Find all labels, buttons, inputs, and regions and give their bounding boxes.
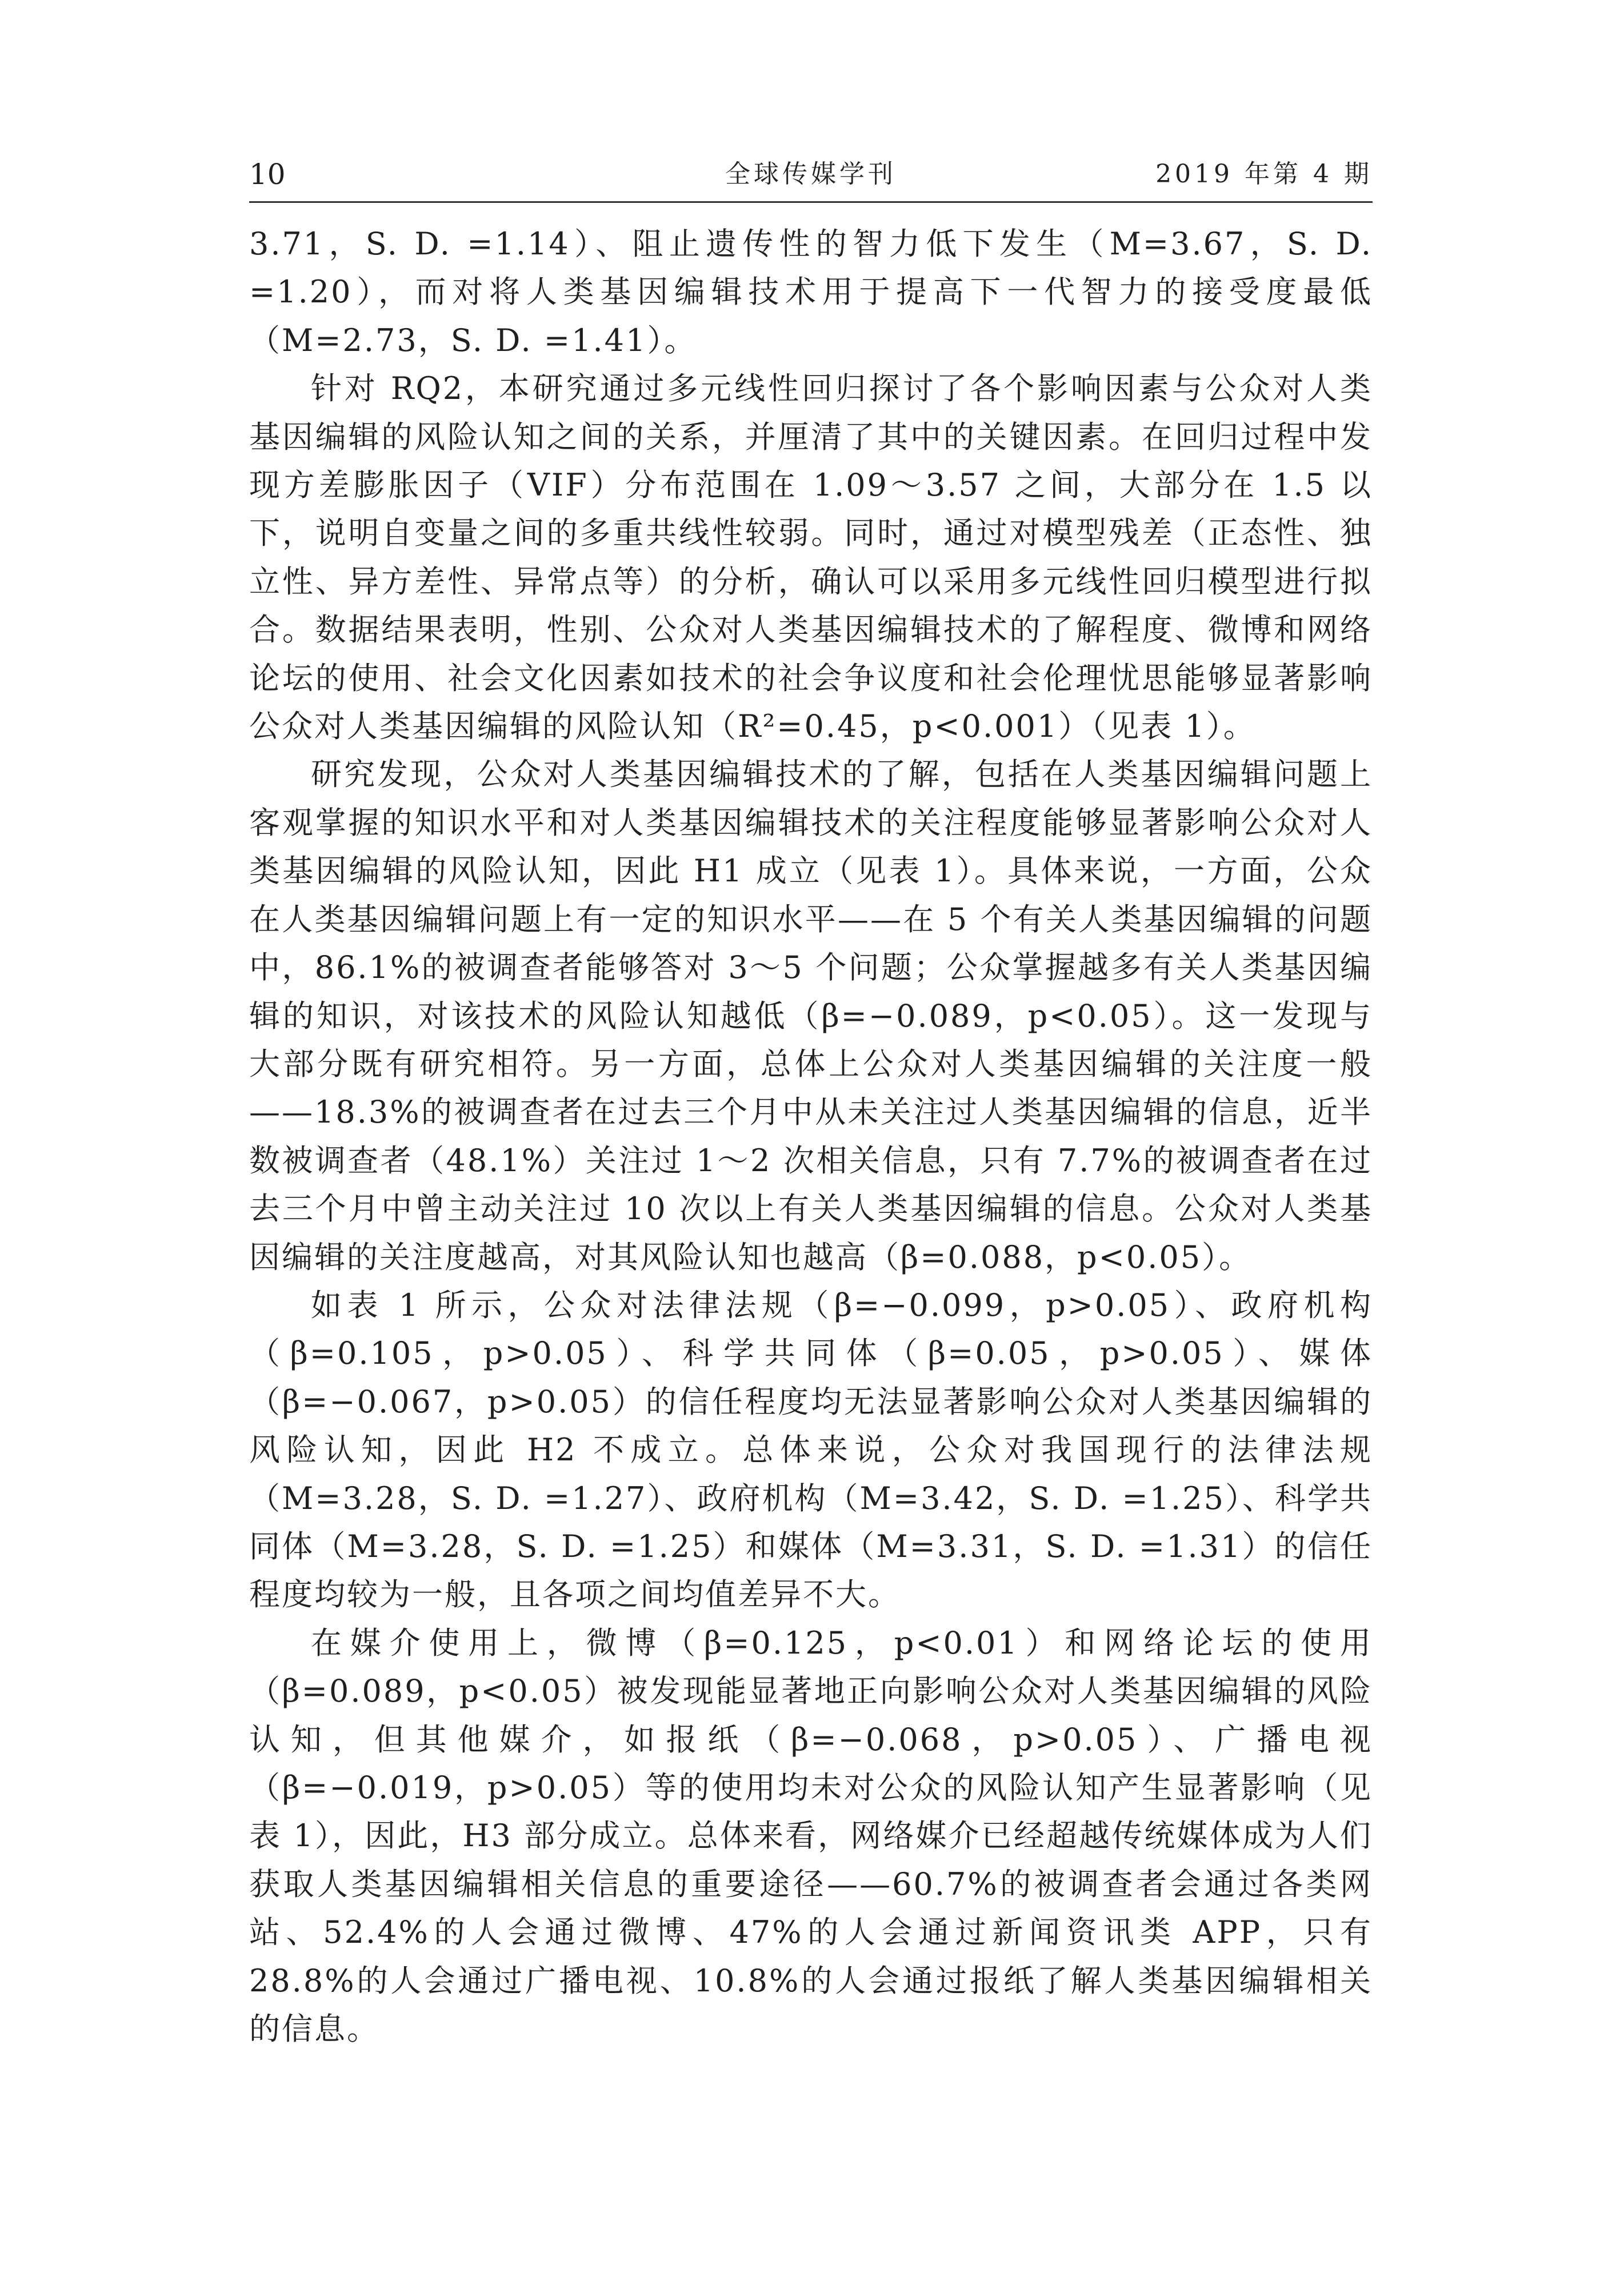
paragraph-h2-trust: 如表 1 所示，公众对法律法规（β=−0.099，p>0.05）、政府机构（β=0.105，p>0.05）、科学共同体（β=0.05，p>0.05）、媒体（β=−0.067，p>0.05）的信任程度均无法显著影响公众对人类基因编辑的风险认知，因此 H2 不成立。总体来说，公众对我国现行的法律法规（M=3.28，S. D. =1.27）、政府机构（M=3.42，S. D. =1.25）、科学共同体（M=3.28，S. D. =1.25）和媒体（M=3.31，S. D. =1.31）的信任程度均较为一般，且各项之间均值差异不大。 (249, 1287, 1373, 1613)
article-body (249, 220, 1373, 2053)
issue-label: 2019 年第 4 期 (1155, 159, 1373, 189)
running-header (249, 151, 1373, 197)
journal-name: 全球传媒学刊 (725, 159, 897, 189)
page-number: 10 (249, 158, 286, 191)
paragraph-h1-knowledge: 研究发现，公众对人类基因编辑技术的了解，包括在人类基因编辑问题上客观掌握的知识水平和对人类基因编辑技术的关注程度能够显著影响公众对人类基因编辑的风险认知，因此 H1 成立（见表 1）。具体来说，一方面，公众在人类基因编辑问题上有一定的知识水平——在 5 个有关人类基因编辑的问题中，86.1%的被调查者能够答对 3～5 个问题；公众掌握越多有关人类基因编辑的知识，对该技术的风险认知越低（β=−0.089，p<0.05）。这一发现与大部分既有研究相符。另一方面，总体上公众对人类基因编辑的关注度一般——18.3%的被调查者在过去三个月中从未关注过人类基因编辑的信息，近半数被调查者（48.1%）关注过 1～2 次相关信息，只有 7.7%的被调查者在过去三个月中曾主动关注过 10 次以上有关人类基因编辑的信息。公众对人类基因编辑的关注度越高，对其风险认知也越高（β=0.088，p<0.05）。 (249, 756, 1373, 1275)
paragraph-h3-media-use: 在媒介使用上，微博（β=0.125，p<0.01）和网络论坛的使用（β=0.089，p<0.05）被发现能显著地正向影响公众对人类基因编辑的风险认知，但其他媒介，如报纸（β=−0.068，p>0.05）、广播电视（β=−0.019，p>0.05）等的使用均未对公众的风险认知产生显著影响（见表 1），因此，H3 部分成立。总体来看，网络媒介已经超越传统媒体成为人们获取人类基因编辑相关信息的重要途径——60.7%的被调查者会通过各类网站、52.4%的人会通过微博、47%的人会通过新闻资讯类 APP，只有 28.8%的人会通过广播电视、10.8%的人会通过报纸了解人类基因编辑相关的信息。 (249, 1624, 1373, 2047)
paragraph-rq2-regression: 针对 RQ2，本研究通过多元线性回归探讨了各个影响因素与公众对人类基因编辑的风险认知之间的关系，并厘清了其中的关键因素。在回归过程中发现方差膨胀因子（VIF）分布范围在 1.09～3.57 之间，大部分在 1.5 以下，说明自变量之间的多重共线性较弱。同时，通过对模型残差（正态性、独立性、异方差性、异常点等）的分析，确认可以采用多元线性回归模型进行拟合。数据结果表明，性别、公众对人类基因编辑技术的了解程度、微博和网络论坛的使用、社会文化因素如技术的社会争议度和社会伦理忧思能够显著影响公众对人类基因编辑的风险认知（R²=0.45，p<0.001）（见表 1）。 (249, 370, 1373, 745)
paragraph-continued: 3.71，S. D. =1.14）、阻止遗传性的智力低下发生（M=3.67，S. D. =1.20），而对将人类基因编辑技术用于提高下一代智力的接受度最低（M=2.73，S. D. =1.41）。 (249, 226, 1373, 358)
header-divider (249, 201, 1373, 203)
